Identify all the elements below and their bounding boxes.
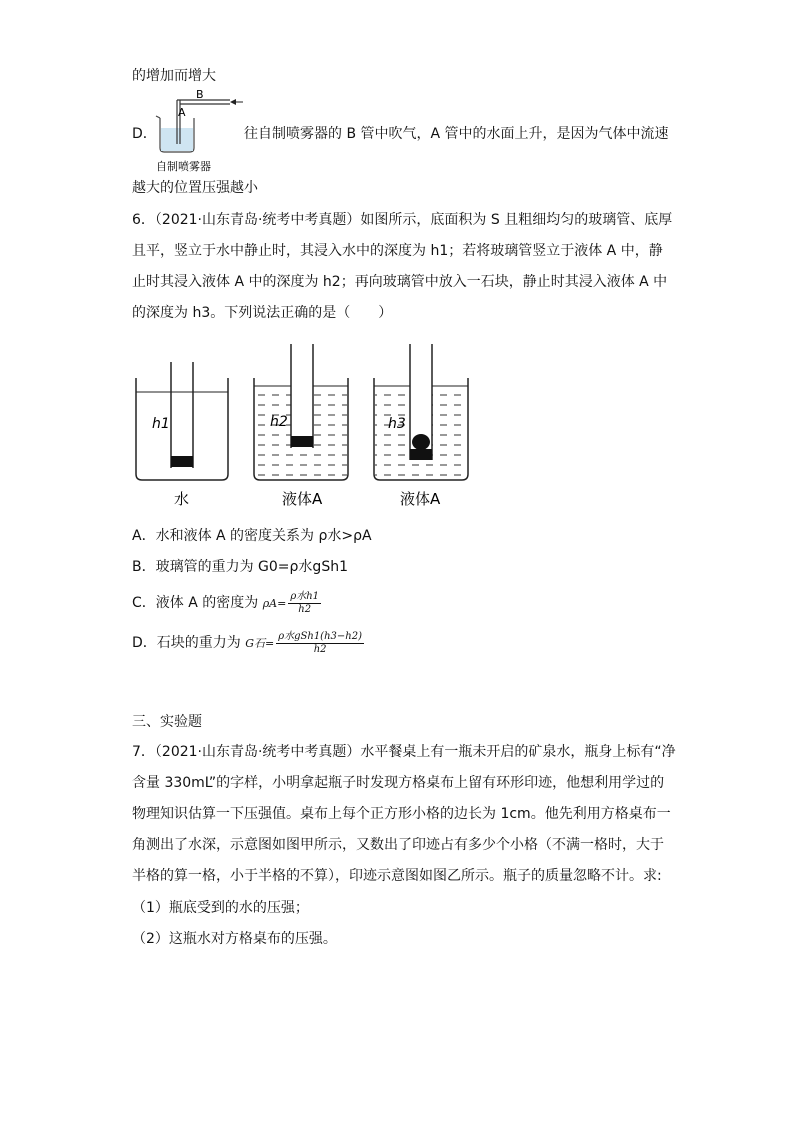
section-title-experiment: 三、实验题	[132, 714, 202, 730]
depth-label-h3: h3	[388, 416, 406, 432]
q7-line5: 半格的算一格，小于半格的不算），印迹示意图如图乙所示。瓶子的质量忽略不计。求:	[132, 868, 662, 884]
q6-option-c-prefix: C．液体 A 的密度为	[132, 595, 263, 611]
sprayer-caption: 自制喷雾器	[156, 160, 211, 173]
depth-label-h1: h1	[152, 416, 170, 432]
q6-option-c-numerator: ρ水h1	[290, 590, 320, 602]
q6-option-d-lhs: G石=	[245, 637, 275, 650]
stone-icon	[412, 434, 430, 450]
blow-arrow-icon	[230, 99, 236, 105]
q7-line1: 7．（2021·山东青岛·统考中考真题）水平餐桌上有一瓶未开启的矿泉水，瓶身上标有“净	[132, 744, 676, 760]
q7-sub1: （1）瓶底受到的水的压强；	[132, 900, 309, 916]
q6-option-d-denominator: h2	[313, 643, 327, 655]
q6-option-c-fraction	[288, 591, 321, 616]
q7-line4: 角测出了水深，示意图如图甲所示，又数出了印迹占有多少个小格（不满一格时，大于	[132, 837, 664, 853]
q6-line1: 6．（2021·山东青岛·统考中考真题）如图所示，底面积为 S 且粗细均匀的玻璃管、底厚	[132, 212, 673, 228]
q6-option-d	[132, 629, 366, 658]
q6-option-c-denominator: h2	[298, 603, 312, 615]
beaker-water-figure	[136, 362, 228, 508]
option-d-text-line1: 往自制喷雾器的 B 管中吹气，A 管中的水面上升，是因为气体中流速	[244, 126, 669, 142]
q6-option-d-numerator: ρ水gSh1(h3−h2)	[278, 630, 362, 642]
tube-b-label: B	[196, 88, 204, 101]
q7-sub2: （2）这瓶水对方格桌布的压强。	[132, 931, 337, 947]
q7-line3: 物理知识估算一下压强值。桌布上每个正方形小格的边长为 1cm。他先利用方格桌布一	[132, 806, 671, 822]
q6-option-c	[132, 590, 323, 617]
q6-line3: 止时其浸入液体 A 中的深度为 h2；再向玻璃管中放入一石块，静止时其浸入液体 A 中	[132, 274, 668, 290]
previous-option-continuation: 的增加而增大	[132, 68, 216, 84]
q6-option-c-lhs: ρA=	[262, 597, 287, 610]
q6-line2: 且平，竖立于水中静止时，其浸入水中的深度为 h1；若将玻璃管竖立于液体 A 中，静	[132, 243, 663, 259]
beaker-liquid-a-figure-1	[254, 344, 348, 508]
tube-a-label: A	[178, 106, 186, 119]
q7-line2: 含量 330mL”的字样，小明拿起瓶子时发现方格桌布上留有环形印迹，他想利用学过的	[132, 775, 665, 791]
tube-bottom-2	[291, 436, 313, 447]
caption-liquid-a-2: 液体A	[400, 490, 441, 508]
sprayer-figure	[148, 86, 248, 178]
caption-liquid-a-1: 液体A	[282, 490, 323, 508]
tube-bottom-3	[410, 449, 432, 460]
beaker-liquid-a-figure-2	[374, 344, 468, 508]
tube-bottom-1	[171, 456, 193, 467]
q6-option-d-prefix: D．石块的重力为	[132, 635, 246, 651]
q6-option-b: B．玻璃管的重力为 G0=ρ水gSh1	[132, 559, 348, 575]
q6-figures	[130, 340, 480, 512]
q6-option-d-fraction	[276, 631, 364, 656]
q6-line4: 的深度为 h3。下列说法正确的是（ ）	[132, 305, 393, 321]
q6-option-a: A．水和液体 A 的密度关系为 ρ水>ρA	[132, 528, 372, 544]
option-d-label: D．	[132, 126, 157, 142]
caption-water: 水	[174, 490, 190, 508]
option-d-text-line2: 越大的位置压强越小	[132, 180, 258, 196]
depth-label-h2: h2	[270, 414, 288, 430]
